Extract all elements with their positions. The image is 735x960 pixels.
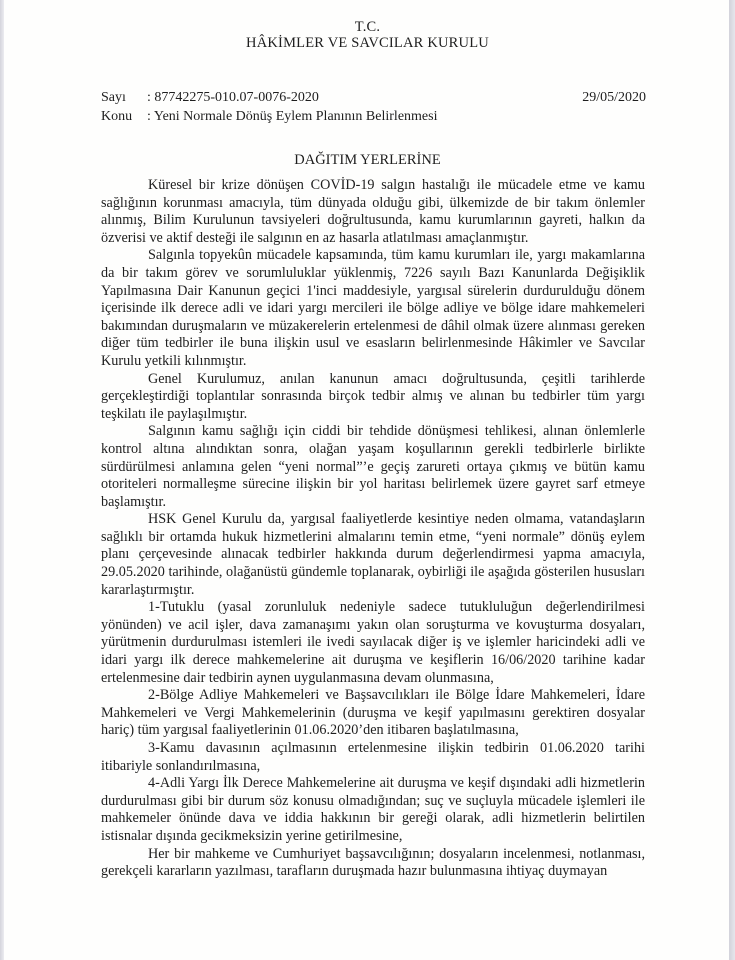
paragraph: 3-Kamu davasının açılmasının ertelenmesine ilişkin tedbirin 01.06.2020 tarihi itibariyle sonlandırılmasına, — [101, 740, 645, 774]
paragraph: 1-Tutuklu (yasal zorunluluk nedeniyle sadece tutukluluğun değerlendirilmesi yönünden) ve acil işler, dava zamanaşımı yakın olan soruşturma ve kovuşturma dosyaları, yürütmenin durdurulması istemleri ile ivedi sayılacak diğer iş ve işlemler haricindeki adli ve idari yargı ilk derece mahkemelerine ait duruşma ve keşiflerin 16/06/2020 tarihine kadar ertelenmesine dair tedbirin aynen uygulanmasına devam olunmasına, — [101, 599, 645, 686]
paragraph: Genel Kurulumuz, anılan kanunun amacı doğrultusunda, çeşitli tarihlerde gerçekleştirdiği toplantılar sonrasında birçok tedbir almış ve alınan bu tedbirler tüm yargı teşkilatı ile paylaşılmıştır. — [101, 370, 645, 422]
distribution-heading: DAĞITIM YERLERİNE — [294, 152, 441, 168]
document-body — [101, 177, 645, 881]
header-institution: HÂKİMLER VE SAVCILAR KURULU — [246, 35, 489, 51]
paragraph: 2-Bölge Adliye Mahkemeleri ve Başsavcılıkları ile Bölge İdare Mahkemeleri, İdare Mahkemeleri ve Vergi Mahkemelerinin (duruşma ve keşif yapılmasını gerektiren dosyalar hariç) tüm yargısal faaliyetlerinin 01.06.2020’den itibaren başlatılmasına, — [101, 687, 645, 739]
document-meta — [101, 88, 646, 126]
number-label: Sayı — [101, 90, 126, 105]
header-country: T.C. — [354, 19, 381, 35]
paragraph: Her bir mahkeme ve Cumhuriyet başsavcılığının; dosyaların incelenmesi, notlanması, gerekçeli kararların yazılması, tarafların duruşmada hazır bulunmasına ihtiyaç duymayan — [101, 845, 645, 880]
number-value: : 87742275-010.07-0076-2020 — [147, 90, 319, 105]
paragraph: 4-Adli Yargı İlk Derece Mahkemelerine ait duruşma ve keşif dışındaki adli hizmetlerin durdurulması gibi bir durum söz konusu olmadığından; suç ve suçluyla mücadele işlemleri ile mahkemeler önünde dava ve iddia hakkının bir gereği olarak, adli hizmetlerin belirtilen istisnalar dışında gecikmeksizin yerine getirilmesine, — [101, 775, 645, 844]
paragraph: Salgının kamu sağlığı için ciddi bir tehdide dönüşmesi tehlikesi, alınan önlemlerle kontrol altına alındıktan sonra, olağan yaşam koşullarının gerekli tedbirlerle birlikte sürdürülmesi anlamına gelen “yeni normal”’e geçiş zarureti ortaya çıkmış ve bütün kamu otoriteleri normalleşme sürecine ilişkin bir yol haritası belirlemek üzere gayret sarf etmeye başlamıştır. — [101, 423, 645, 510]
paragraph: HSK Genel Kurulu da, yargısal faaliyetlerde kesintiye neden olmama, vatandaşların sağlıklı bir ortamda hukuk hizmetlerini almalarını temin etme, “yeni normale” dönüş eylem planı çerçevesinde alınacak tedbirler hakkında durum değerlendirmesi yapma amacıyla, 29.05.2020 tarihinde, olağanüstü gündemle toplanarak, oybirliği ile aşağıda gösterilen hususları kararlaştırmıştır. — [101, 511, 645, 598]
scan-edge-right — [729, 0, 735, 960]
subject-label: Konu — [101, 109, 133, 124]
meta-subject-row — [101, 107, 646, 126]
subject-value: : Yeni Normale Dönüş Eylem Planının Belirlenmesi — [147, 109, 438, 124]
meta-number-row — [101, 88, 646, 107]
document-date: 29/05/2020 — [582, 90, 646, 105]
paragraph: Salgınla topyekûn mücadele kapsamında, tüm kamu kurumları ile, yargı makamlarına da bir takım görev ve sorumluluklar yüklenmiş, 7226 sayılı Bazı Kanunlarda Değişiklik Yapılmasına Dair Kanunun geçici 1'inci maddesiyle, yargısal sürelerin durdurulduğu dönem içerisinde ilk derece adli ve idari yargı mercileri ile bölge adliye ve bölge idare mahkemeleri bakımından duruşmaların ve müzakerelerin ertelenmesi de dâhil olmak üzere alınması gereken diğer tüm tedbirler ile buna ilişkin usul ve esasların belirlenmesinde Hâkimler ve Savcılar Kurulu yetkili kılınmıştır. — [101, 247, 645, 369]
paragraph: Küresel bir krize dönüşen COVİD-19 salgın hastalığı ile mücadele etme ve kamu sağlığının korunması amacıyla, tüm dünyada olduğu gibi, ülkemizde de bir takım önlemler alınmış, Bilim Kurulunun tavsiyeleri doğrultusunda, kamu kurumlarının gayreti, halkın da özverisi ve aktif desteği ile salgının en az hasarla atlatılması amaçlanmıştır. — [101, 177, 645, 246]
